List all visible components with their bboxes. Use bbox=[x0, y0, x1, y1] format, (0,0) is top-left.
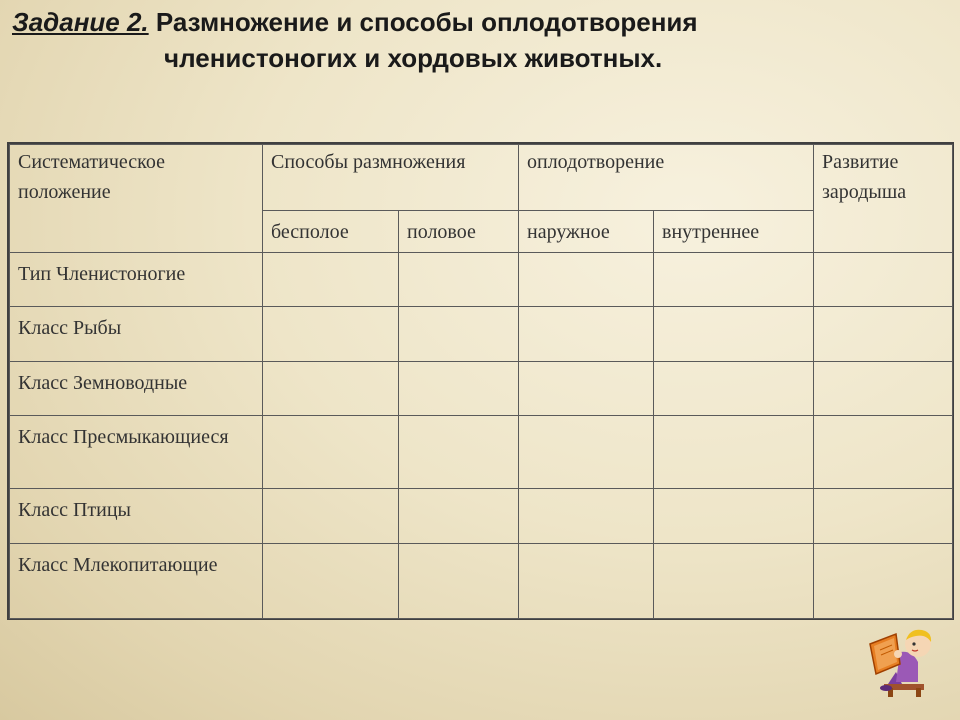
row-label: Класс Пресмыкающиеся bbox=[10, 416, 263, 489]
header-sexual: половое bbox=[399, 211, 519, 253]
table-cell bbox=[263, 544, 399, 619]
table-cell bbox=[399, 307, 519, 362]
header-fertilization: оплодотворение bbox=[519, 145, 814, 211]
task-label: Задание 2. bbox=[12, 7, 149, 37]
table-cell bbox=[519, 544, 654, 619]
header-development: Развитие зародыша bbox=[814, 145, 953, 253]
table-row bbox=[10, 253, 953, 307]
child-reading-book-icon bbox=[866, 622, 940, 698]
row-label: Класс Рыбы bbox=[10, 307, 263, 362]
header-internal: внутреннее bbox=[654, 211, 814, 253]
row-label: Тип Членистоногие bbox=[10, 253, 263, 307]
slide-title bbox=[12, 4, 952, 76]
table-cell bbox=[654, 307, 814, 362]
table-row bbox=[10, 489, 953, 544]
table-cell bbox=[519, 253, 654, 307]
table-cell bbox=[814, 544, 953, 619]
table-cell bbox=[399, 253, 519, 307]
table-cell bbox=[263, 362, 399, 416]
table-cell bbox=[814, 416, 953, 489]
table-row bbox=[10, 362, 953, 416]
title-line-2: членистоногих и хордовых животных. bbox=[164, 43, 663, 73]
table-cell bbox=[814, 362, 953, 416]
header-reproduction: Способы размножения bbox=[263, 145, 519, 211]
table-cell bbox=[399, 544, 519, 619]
table-cell bbox=[814, 307, 953, 362]
table-row bbox=[10, 307, 953, 362]
table-cell bbox=[519, 489, 654, 544]
header-asexual: бесполое bbox=[263, 211, 399, 253]
table-cell bbox=[654, 544, 814, 619]
table-row bbox=[10, 544, 953, 619]
table-cell bbox=[519, 362, 654, 416]
table-cell bbox=[814, 253, 953, 307]
title-line-1: Размножение и способы оплодотворения bbox=[155, 7, 698, 37]
table-cell bbox=[399, 362, 519, 416]
table-cell bbox=[654, 416, 814, 489]
header-systematic: Систематическое положение bbox=[10, 145, 263, 253]
table-row bbox=[10, 416, 953, 489]
table-cell bbox=[654, 253, 814, 307]
row-label: Класс Земноводные bbox=[10, 362, 263, 416]
table-cell bbox=[263, 489, 399, 544]
table-cell bbox=[399, 416, 519, 489]
table-cell bbox=[654, 362, 814, 416]
row-label: Класс Птицы bbox=[10, 489, 263, 544]
table-cell bbox=[263, 416, 399, 489]
table-cell bbox=[263, 253, 399, 307]
table-cell bbox=[814, 489, 953, 544]
header-external: наружное bbox=[519, 211, 654, 253]
table-cell bbox=[519, 307, 654, 362]
row-label: Класс Млекопитающие bbox=[10, 544, 263, 619]
table-cell bbox=[519, 416, 654, 489]
reproduction-table bbox=[7, 142, 954, 620]
table-cell bbox=[263, 307, 399, 362]
table-cell bbox=[654, 489, 814, 544]
table-cell bbox=[399, 489, 519, 544]
